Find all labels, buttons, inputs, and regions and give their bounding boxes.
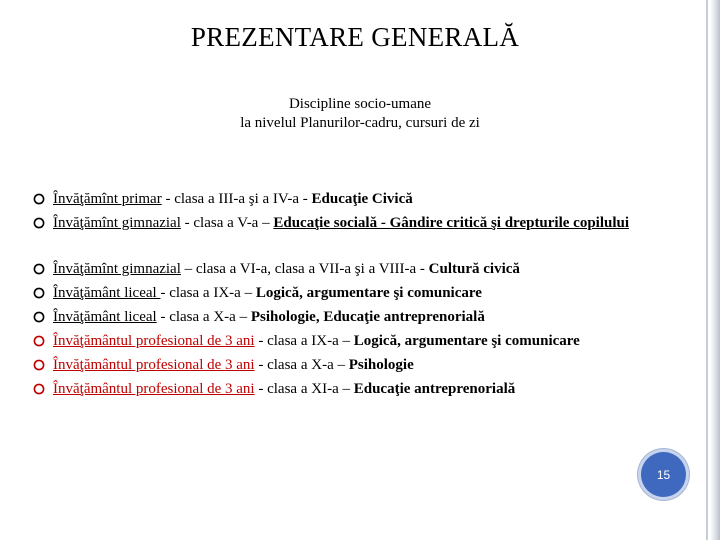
list-item-text: - clasa a IX-a – [160,285,256,301]
list-item-subject: Logică, argumentare şi comunicare [353,333,580,349]
circle-bullet-icon [33,311,45,323]
list-item [33,329,693,353]
bullet-list [33,187,693,401]
list-item [33,211,693,257]
list-item-prefix: Învăţămînt gimnazial [53,215,181,231]
list-item-prefix: Învăţământul profesional de 3 ani [53,333,255,349]
list-item-text: - clasa a IX-a – [254,333,354,349]
circle-bullet-icon [33,359,45,371]
list-item-subject: Cultură civică [428,261,520,277]
subtitle-line-2: la nivelul Planurilor-cadru, cursuri de zi [240,115,480,131]
list-item-subject: Psihologie, Educaţie antreprenorială [250,309,485,325]
list-item-prefix: Învăţămînt gimnazial [53,261,181,277]
circle-bullet-icon [33,287,45,299]
circle-bullet-icon [33,335,45,347]
page-title: PREZENTARE GENERALĂ [190,22,520,52]
list-item [33,305,693,329]
list-item-subject: Educaţie socială - Gândire critică şi drepturile copilului [273,215,630,231]
list-item-text: - clasa a X-a – [254,357,349,373]
circle-bullet-icon [33,263,45,275]
slide-border-line [706,0,708,540]
list-item [33,353,693,377]
list-item-text: - clasa a XI-a – [254,381,354,397]
list-item-prefix: Învăţământul profesional de 3 ani [53,381,255,397]
list-item-prefix: Învăţământ liceal [53,309,157,325]
list-item-text: - clasa a V-a – [180,215,274,231]
list-item [33,377,693,401]
list-item-prefix: Învăţământul profesional de 3 ani [53,357,255,373]
list-item-subject: Logică, argumentare şi comunicare [255,285,482,301]
slide-border-shadow [710,0,720,540]
list-item [33,281,693,305]
list-item-prefix: Învăţământ liceal [53,285,161,301]
list-item-text: – clasa a VI-a, clasa a VII-a şi a VIII-a - [180,261,429,277]
list-item-subject: Educaţie Civică [311,191,413,207]
list-item [33,187,693,211]
list-item-text: - clasa a X-a – [156,309,251,325]
circle-bullet-icon [33,217,45,229]
list-item-subject: Psihologie [348,357,414,373]
list-item [33,257,693,281]
list-item-text: - clasa a III-a şi a IV-a - [161,191,312,207]
subtitle-line-1: Discipline socio-umane [288,96,432,112]
page-number-badge: 15 [641,452,686,497]
list-item-subject: Educaţie antreprenorială [353,381,516,397]
circle-bullet-icon [33,383,45,395]
subtitle [0,95,720,133]
circle-bullet-icon [33,193,45,205]
list-item-prefix: Învăţămînt primar [53,191,162,207]
